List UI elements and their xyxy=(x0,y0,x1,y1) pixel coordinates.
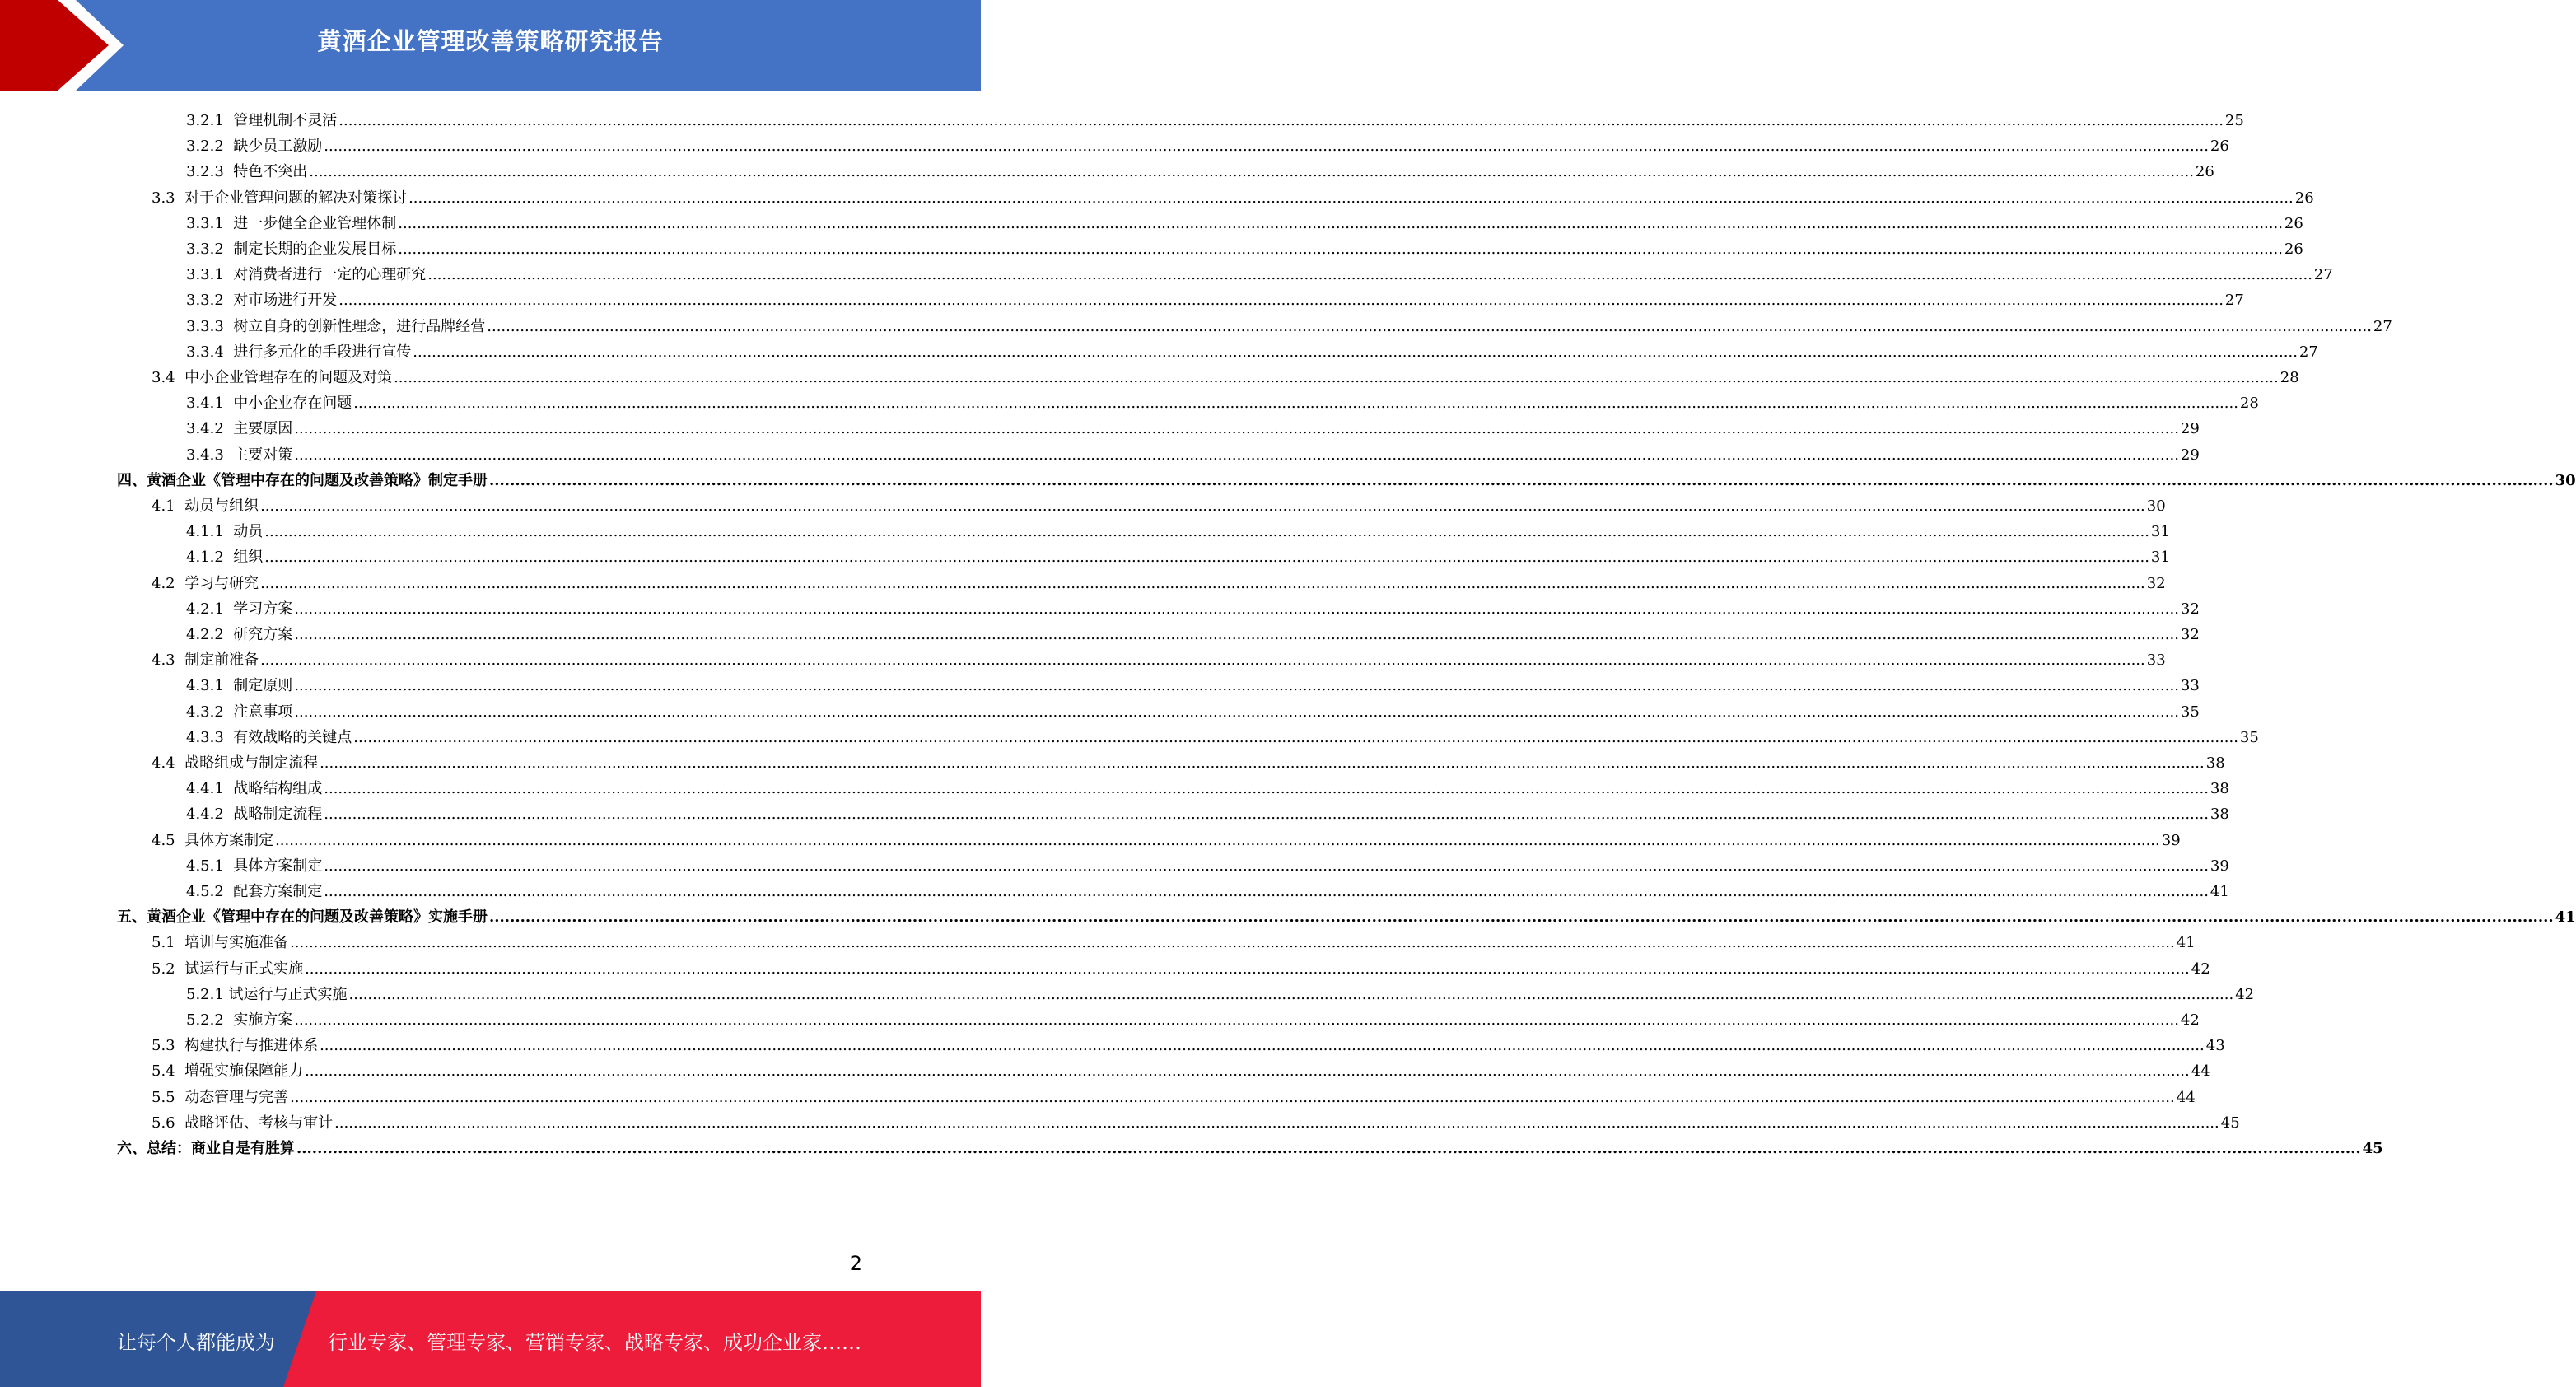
toc-entry[interactable] xyxy=(186,1004,2200,1030)
toc-entry-label: 4.4 战略组成与制定流程 xyxy=(152,754,319,772)
toc-entry[interactable] xyxy=(186,773,2229,798)
toc-entry-page: 45 xyxy=(2220,1114,2240,1132)
toc-leader-dots: ................................................................................................................................................................................................................................................................................................................................................................................................................ xyxy=(338,112,2224,129)
toc-entry-label: 六、总结：商业自是有胜算 xyxy=(117,1140,295,1157)
toc-entry[interactable] xyxy=(186,156,2214,181)
toc-entry-page: 32 xyxy=(2146,574,2166,592)
toc-leader-dots: ................................................................................................................................................................................................................................................................................................................................................................................................................ xyxy=(348,985,2234,1003)
toc-entry-page: 26 xyxy=(2210,138,2229,156)
toc-leader-dots: ................................................................................................................................................................................................................................................................................................................................................................................................................ xyxy=(489,908,2554,927)
toc-entry[interactable] xyxy=(152,490,2166,516)
toc-entry-label: 4.4.1 战略结构组成 xyxy=(186,780,323,798)
toc-entry-label: 3.3.4 进行多元化的手段进行宣传 xyxy=(186,343,412,361)
toc-entry-page: 42 xyxy=(2191,960,2210,978)
toc-entry[interactable] xyxy=(186,798,2229,824)
toc-entry[interactable] xyxy=(152,1081,2196,1107)
toc-leader-dots: ................................................................................................................................................................................................................................................................................................................................................................................................................ xyxy=(260,651,2145,670)
toc-leader-dots: ................................................................................................................................................................................................................................................................................................................................................................................................................ xyxy=(294,600,2179,618)
toc-entry[interactable] xyxy=(186,593,2200,619)
footer-slogan-right: 行业专家、管理专家、营销专家、战略专家、成功企业家…… xyxy=(328,1331,861,1354)
toc-leader-dots: ................................................................................................................................................................................................................................................................................................................................................................................................................ xyxy=(260,497,2145,515)
toc-entry[interactable] xyxy=(186,850,2229,876)
toc-entry[interactable] xyxy=(152,644,2166,670)
toc-entry-page: 27 xyxy=(2373,317,2392,335)
toc-entry-label: 4.2 学习与研究 xyxy=(152,574,259,592)
toc-entry-page: 38 xyxy=(2205,754,2225,772)
toc-entry[interactable] xyxy=(186,670,2200,695)
toc-entry-page: 38 xyxy=(2210,780,2229,798)
toc-entry-label: 3.4.1 中小企业存在问题 xyxy=(186,395,352,413)
toc-entry[interactable] xyxy=(152,927,2196,952)
page-number: 2 xyxy=(849,1252,862,1275)
toc-entry-label: 4.4.2 战略制定流程 xyxy=(186,806,323,824)
toc-entry[interactable] xyxy=(117,1132,2383,1158)
toc-entry-page: 25 xyxy=(2224,112,2244,129)
toc-leader-dots: ................................................................................................................................................................................................................................................................................................................................................................................................................ xyxy=(324,780,2209,798)
toc-entry-label: 4.3.3 有效战略的关键点 xyxy=(186,728,352,746)
toc-entry[interactable] xyxy=(186,336,2318,362)
toc-entry-page: 35 xyxy=(2239,728,2259,746)
toc-entry[interactable] xyxy=(186,722,2259,747)
toc-entry[interactable] xyxy=(152,362,2299,387)
toc-entry-label: 3.4.3 主要对策 xyxy=(186,446,293,464)
toc-entry-page: 39 xyxy=(2161,831,2181,849)
toc-entry-label: 5.6 战略评估、考核与审计 xyxy=(152,1114,334,1132)
toc-entry-page: 27 xyxy=(2298,343,2318,361)
toc-leader-dots: ................................................................................................................................................................................................................................................................................................................................................................................................................ xyxy=(296,1140,2361,1157)
toc-entry-label: 5.2 试运行与正式实施 xyxy=(152,960,304,978)
toc-entry-page: 43 xyxy=(2205,1037,2225,1055)
toc-leader-dots: ................................................................................................................................................................................................................................................................................................................................................................................................................ xyxy=(324,883,2209,900)
toc-entry[interactable] xyxy=(186,233,2303,259)
toc-leader-dots: ................................................................................................................................................................................................................................................................................................................................................................................................................ xyxy=(260,574,2145,592)
document-title: 黄酒企业管理改善策略研究报告 xyxy=(317,27,664,55)
footer-slogan-left: 让每个人都能成为 xyxy=(117,1331,275,1354)
toc-entry-page: 35 xyxy=(2180,703,2200,721)
toc-leader-dots: ................................................................................................................................................................................................................................................................................................................................................................................................................ xyxy=(290,1088,2175,1106)
toc-leader-dots: ................................................................................................................................................................................................................................................................................................................................................................................................................ xyxy=(487,317,2372,335)
toc-entry-page: 28 xyxy=(2239,395,2259,413)
toc-entry-page: 39 xyxy=(2210,857,2229,875)
toc-entry-page: 41 xyxy=(2555,908,2576,927)
toc-entry-label: 4.5 具体方案制定 xyxy=(152,831,274,849)
toc-entry[interactable] xyxy=(152,953,2210,978)
toc-leader-dots: ................................................................................................................................................................................................................................................................................................................................................................................................................ xyxy=(338,292,2224,310)
toc-entry[interactable] xyxy=(152,182,2314,208)
toc-leader-dots: ................................................................................................................................................................................................................................................................................................................................................................................................................ xyxy=(394,369,2279,386)
toc-entry-label: 5.3 构建执行与推进体系 xyxy=(152,1037,319,1055)
toc-entry[interactable] xyxy=(186,284,2244,310)
toc-entry-page: 38 xyxy=(2210,806,2229,824)
toc-entry-label: 3.3.1 对消费者进行一定的心理研究 xyxy=(186,266,427,284)
toc-leader-dots: ................................................................................................................................................................................................................................................................................................................................................................................................................ xyxy=(309,163,2194,181)
toc-entry-page: 26 xyxy=(2284,241,2303,258)
toc-entry-page: 32 xyxy=(2180,626,2200,643)
toc-leader-dots: ................................................................................................................................................................................................................................................................................................................................................................................................................ xyxy=(320,754,2205,772)
toc-leader-dots: ................................................................................................................................................................................................................................................................................................................................................................................................................ xyxy=(305,960,2190,978)
toc-leader-dots: ................................................................................................................................................................................................................................................................................................................................................................................................................ xyxy=(324,806,2209,824)
toc-entry-label: 4.5.1 具体方案制定 xyxy=(186,857,323,875)
toc-entry[interactable] xyxy=(186,978,2255,1004)
toc-entry-page: 28 xyxy=(2280,369,2299,386)
toc-leader-dots: ................................................................................................................................................................................................................................................................................................................................................................................................................ xyxy=(264,523,2149,541)
toc-leader-dots: ................................................................................................................................................................................................................................................................................................................................................................................................................ xyxy=(290,934,2175,952)
toc-entry[interactable] xyxy=(186,619,2200,644)
toc-entry-label: 3.3 对于企业管理问题的解决对策探讨 xyxy=(152,189,408,207)
toc-entry-label: 4.1.2 组织 xyxy=(186,549,264,567)
toc-leader-dots: ................................................................................................................................................................................................................................................................................................................................................................................................................ xyxy=(294,1011,2179,1029)
toc-entry[interactable] xyxy=(186,130,2229,156)
toc-entry[interactable] xyxy=(186,105,2244,130)
toc-entry-page: 31 xyxy=(2150,523,2170,541)
toc-leader-dots: ................................................................................................................................................................................................................................................................................................................................................................................................................ xyxy=(275,831,2160,849)
toc-leader-dots: ................................................................................................................................................................................................................................................................................................................................................................................................................ xyxy=(264,549,2149,567)
toc-entry[interactable] xyxy=(186,516,2170,541)
toc-entry-page: 30 xyxy=(2146,497,2166,515)
toc-entry-page: 42 xyxy=(2235,985,2255,1003)
toc-entry-label: 5.4 增强实施保障能力 xyxy=(152,1062,304,1081)
toc-entry[interactable] xyxy=(186,439,2200,465)
toc-entry-label: 3.3.3 树立自身的创新性理念，进行品牌经营 xyxy=(186,317,486,335)
toc-entry-label: 3.3.2 对市场进行开发 xyxy=(186,292,338,310)
toc-entry[interactable] xyxy=(186,876,2229,901)
toc-leader-dots: ................................................................................................................................................................................................................................................................................................................................................................................................................ xyxy=(353,728,2238,746)
toc-entry-label: 3.3.2 制定长期的企业发展目标 xyxy=(186,241,397,258)
toc-entry-page: 42 xyxy=(2180,1011,2200,1029)
toc-entry[interactable] xyxy=(186,311,2392,336)
toc-entry-label: 3.4.2 主要原因 xyxy=(186,420,293,438)
toc-leader-dots: ................................................................................................................................................................................................................................................................................................................................................................................................................ xyxy=(294,677,2179,695)
toc-entry-page: 32 xyxy=(2180,600,2200,618)
toc-entry[interactable] xyxy=(186,259,2333,284)
toc-leader-dots: ................................................................................................................................................................................................................................................................................................................................................................................................................ xyxy=(408,189,2294,207)
toc-leader-dots: ................................................................................................................................................................................................................................................................................................................................................................................................................ xyxy=(427,266,2312,284)
toc-entry-label: 4.1.1 动员 xyxy=(186,523,264,541)
toc-leader-dots: ................................................................................................................................................................................................................................................................................................................................................................................................................ xyxy=(324,138,2209,156)
toc-entry-page: 26 xyxy=(2294,189,2314,207)
toc-entry-page: 26 xyxy=(2284,214,2303,232)
page-header xyxy=(0,0,981,91)
toc-entry[interactable] xyxy=(117,901,2576,927)
page-footer xyxy=(0,1291,981,1387)
toc-entry-label: 4.2.1 学习方案 xyxy=(186,600,293,618)
toc-entry-page: 27 xyxy=(2224,292,2244,310)
toc-entry-label: 4.3 制定前准备 xyxy=(152,651,259,670)
toc-entry[interactable] xyxy=(186,387,2259,413)
toc-entry[interactable] xyxy=(186,208,2303,233)
toc-entry[interactable] xyxy=(152,1055,2210,1081)
toc-entry-label: 3.3.1 进一步健全企业管理体制 xyxy=(186,214,397,232)
toc-entry-label: 五、黄酒企业《管理中存在的问题及改善策略》实施手册 xyxy=(117,908,488,927)
toc-leader-dots: ................................................................................................................................................................................................................................................................................................................................................................................................................ xyxy=(398,241,2283,258)
toc-entry[interactable] xyxy=(186,696,2200,722)
toc-entry-label: 5.2.1 试运行与正式实施 xyxy=(186,985,348,1003)
toc-entry-page: 31 xyxy=(2150,549,2170,567)
toc-entry-label: 3.4 中小企业管理存在的问题及对策 xyxy=(152,369,393,386)
toc-leader-dots: ................................................................................................................................................................................................................................................................................................................................................................................................................ xyxy=(294,446,2179,464)
toc-entry-label: 5.1 培训与实施准备 xyxy=(152,934,289,952)
toc-entry-page: 33 xyxy=(2180,677,2200,695)
toc-entry-page: 44 xyxy=(2176,1088,2196,1106)
toc-leader-dots: ................................................................................................................................................................................................................................................................................................................................................................................................................ xyxy=(413,343,2298,361)
toc-leader-dots: ................................................................................................................................................................................................................................................................................................................................................................................................................ xyxy=(353,395,2238,413)
toc-leader-dots: ................................................................................................................................................................................................................................................................................................................................................................................................................ xyxy=(320,1037,2205,1055)
toc-entry[interactable] xyxy=(152,567,2166,593)
toc-entry-label: 4.3.2 注意事项 xyxy=(186,703,293,721)
toc-leader-dots: ................................................................................................................................................................................................................................................................................................................................................................................................................ xyxy=(334,1114,2219,1132)
toc-leader-dots: ................................................................................................................................................................................................................................................................................................................................................................................................................ xyxy=(489,471,2554,489)
toc-entry[interactable] xyxy=(186,413,2200,438)
toc-entry-label: 5.5 动态管理与完善 xyxy=(152,1088,289,1106)
toc-entry-label: 5.2.2 实施方案 xyxy=(186,1011,293,1029)
toc-entry-label: 4.2.2 研究方案 xyxy=(186,626,293,643)
toc-leader-dots: ................................................................................................................................................................................................................................................................................................................................................................................................................ xyxy=(294,420,2179,438)
toc-entry[interactable] xyxy=(152,1030,2225,1055)
toc-entry-page: 29 xyxy=(2180,446,2200,464)
toc-entry-page: 27 xyxy=(2313,266,2333,284)
toc-leader-dots: ................................................................................................................................................................................................................................................................................................................................................................................................................ xyxy=(294,703,2179,721)
toc-entry-label: 四、黄酒企业《管理中存在的问题及改善策略》制定手册 xyxy=(117,471,488,489)
toc-entry-page: 29 xyxy=(2180,420,2200,438)
toc-entry[interactable] xyxy=(186,541,2170,567)
toc-entry-label: 4.1 动员与组织 xyxy=(152,497,259,515)
toc-entry-label: 3.2.1 管理机制不灵活 xyxy=(186,112,338,129)
toc-entry-label: 4.5.2 配套方案制定 xyxy=(186,883,323,900)
toc-entry[interactable] xyxy=(117,465,2576,490)
toc-leader-dots: ................................................................................................................................................................................................................................................................................................................................................................................................................ xyxy=(324,857,2209,875)
toc-entry[interactable] xyxy=(152,824,2181,850)
toc-entry[interactable] xyxy=(152,747,2225,773)
toc-leader-dots: ................................................................................................................................................................................................................................................................................................................................................................................................................ xyxy=(294,626,2179,643)
toc-entry-label: 3.2.2 缺少员工激励 xyxy=(186,138,323,156)
toc-entry-label: 4.3.1 制定原则 xyxy=(186,677,293,695)
toc-entry-page: 26 xyxy=(2195,163,2214,181)
toc-entry-page: 44 xyxy=(2191,1062,2210,1081)
toc-entry-page: 41 xyxy=(2176,934,2196,952)
toc-entry-label: 3.2.3 特色不突出 xyxy=(186,163,308,181)
toc-entry-page: 33 xyxy=(2146,651,2166,670)
toc-leader-dots: ................................................................................................................................................................................................................................................................................................................................................................................................................ xyxy=(305,1062,2190,1081)
toc-entry-page: 41 xyxy=(2210,883,2229,900)
toc-entry-page: 45 xyxy=(2362,1140,2383,1157)
toc-leader-dots: ................................................................................................................................................................................................................................................................................................................................................................................................................ xyxy=(398,214,2283,232)
toc-entry-page: 30 xyxy=(2555,471,2576,489)
toc-entry[interactable] xyxy=(152,1107,2240,1132)
